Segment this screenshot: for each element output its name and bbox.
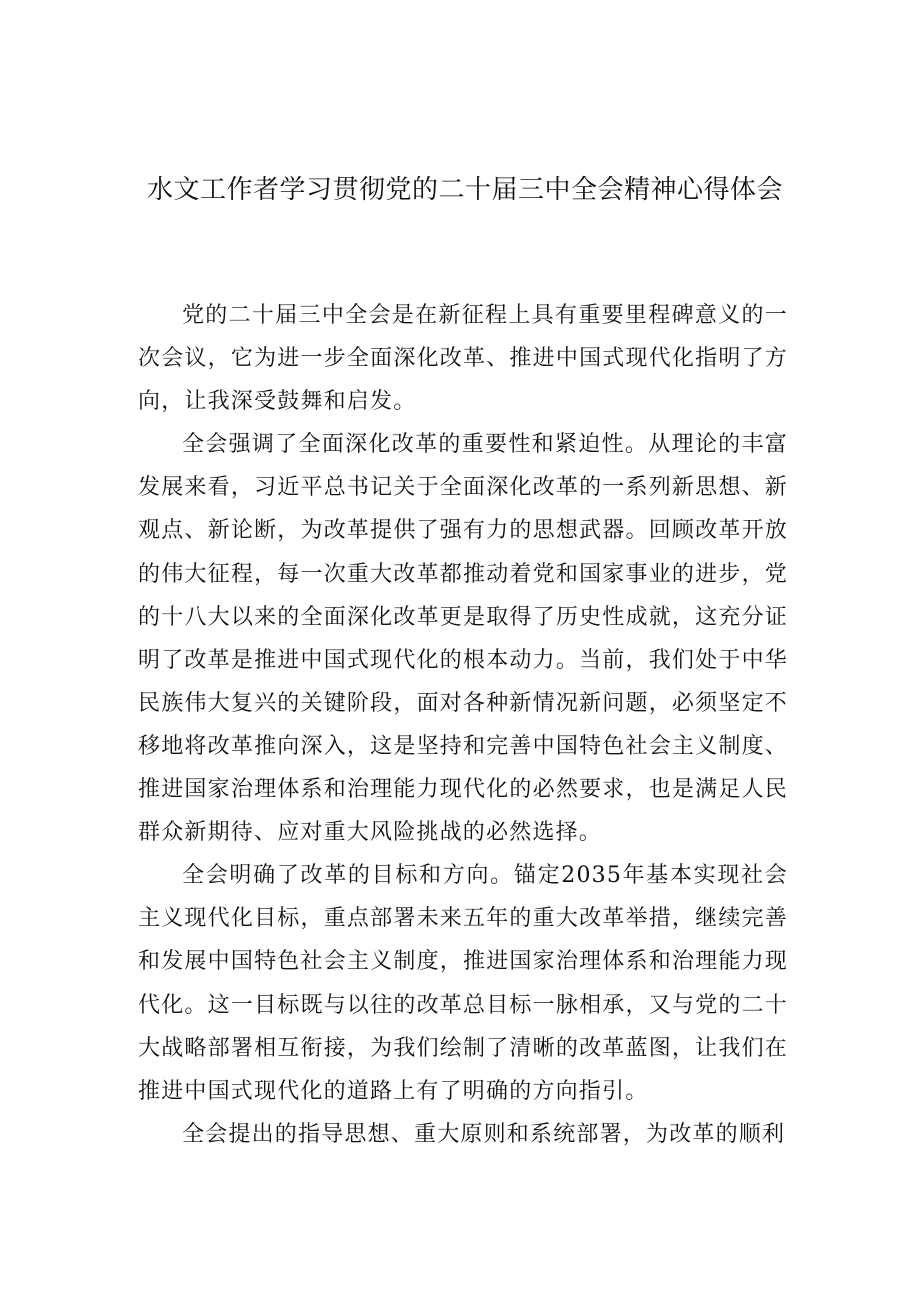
paragraph: 全会明确了改革的目标和方向。锚定2035年基本实现社会主义现代化目标，重点部署未来五年的重大改革举措，继续完善和发展中国特色社会主义制度，推进国家治理体系和治理能力现代化。这一目标既与以往的改革总目标一脉相承，又与党的二十大战略部署相互衔接，为我们绘制了清晰的改革蓝图，让我们在推进中国式现代化的道路上有了明确的方向指引。 [138, 863, 788, 1104]
document-body [138, 294, 788, 1156]
paragraph: 全会强调了全面深化改革的重要性和紧迫性。从理论的丰富发展来看，习近平总书记关于全面深化改革的一系列新思想、新观点、新论断，为改革提供了强有力的思想武器。回顾改革开放的伟大征程，每一次重大改革都推动着党和国家事业的进步，党的十八大以来的全面深化改革更是取得了历史性成就，这充分证明了改革是推进中国式现代化的根本动力。当前，我们处于中华民族伟大复兴的关键阶段，面对各种新情况新问题，必须坚定不移地将改革推向深入，这是坚持和完善中国特色社会主义制度、推进国家治理体系和治理能力现代化的必然要求，也是满足人民群众新期待、应对重大风险挑战的必然选择。 [138, 432, 788, 846]
paragraph: 党的二十届三中全会是在新征程上具有重要里程碑意义的一次会议，它为进一步全面深化改革、推进中国式现代化指明了方向，让我深受鼓舞和启发。 [138, 303, 788, 415]
document-title: 水文工作者学习贯彻党的二十届三中全会精神心得体会 [146, 175, 783, 205]
paragraph: 全会提出的指导思想、重大原则和系统部署，为改革的顺利 [182, 1121, 786, 1147]
